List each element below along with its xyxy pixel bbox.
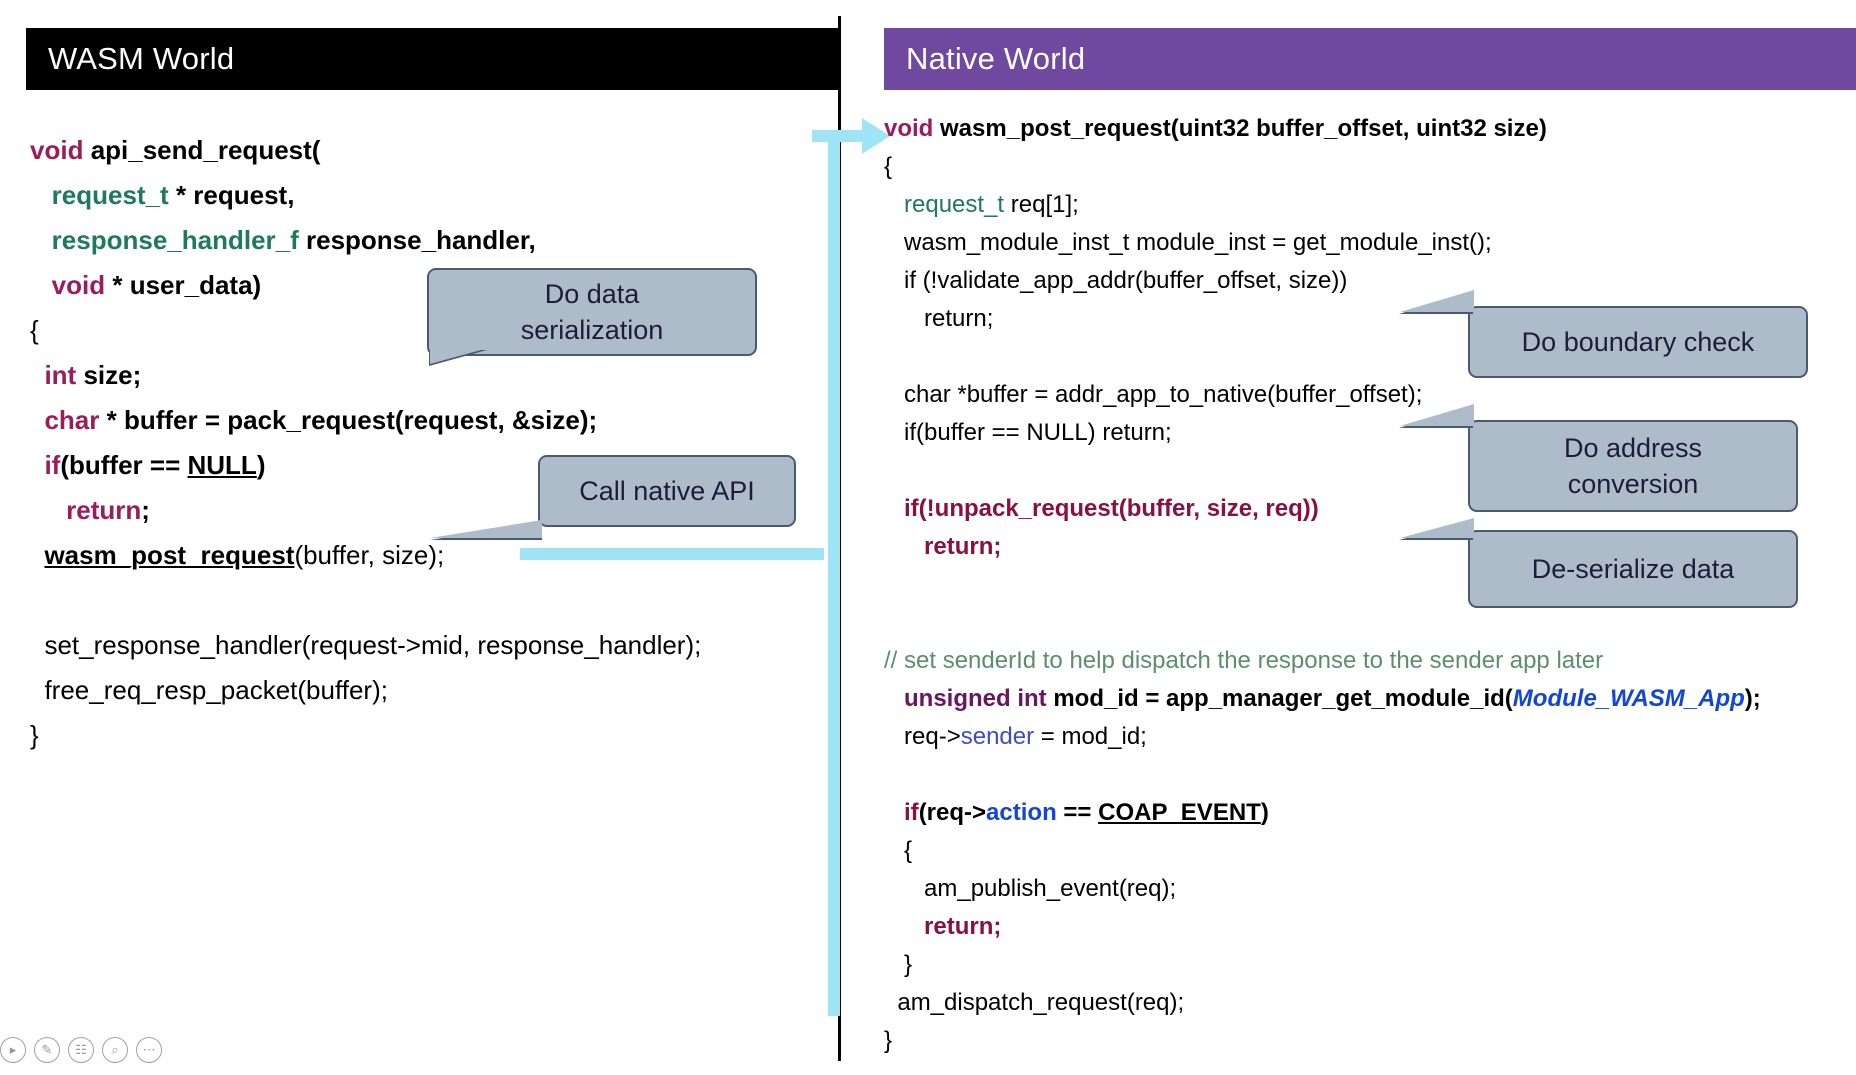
code-line [30,578,860,623]
code-line: return; [924,913,1002,940]
zoom-icon[interactable]: ⌕ [102,1037,128,1063]
code-line: if(!unpack_request(buffer, size, req)) [904,495,1319,522]
code-line: return; [924,533,1002,560]
code-line: response_handler_f response_handler, [51,225,536,255]
code-line: req->sender = mod_id; [904,723,1147,750]
code-line: return; [66,495,150,525]
callout-do-boundary-check [1468,306,1808,378]
code-line: request_t req[1]; [904,191,1079,218]
code-line: wasm_module_inst_t module_inst = get_module_inst(); [904,229,1492,256]
callout-address-line1: Do address [1563,433,1703,463]
callout-serialize-tail [430,348,488,364]
native-world-header [884,28,1856,90]
pen-icon[interactable]: ✎ [34,1037,60,1063]
code-line: // set senderId to help dispatch the response to the sender app later [884,647,1604,674]
code-line: request_t * request, [51,180,295,210]
callout-serialize-line2: serialization [520,315,664,345]
callout-call-native-api [538,455,796,527]
callout-address-conversion-tail [1400,404,1474,426]
code-line: am_dispatch_request(req); [897,989,1185,1016]
code-line: } [30,720,39,750]
callout-do-address-conversion [1468,420,1798,512]
code-line: void * user_data) [51,270,262,300]
callout-call-native-api-label: Call native API [579,476,755,506]
wasm-code-block [30,128,860,758]
callout-deserialize-label: De-serialize data [1531,554,1735,584]
code-line: if(req->action == COAP_EVENT) [904,799,1269,826]
code-line: return; [924,305,994,332]
native-world-title: Native World [906,41,1086,76]
code-line: } [884,1027,893,1054]
callout-do-data-serialization [427,268,757,356]
wasm-world-title: WASM World [48,41,235,76]
callout-serialize-line1: Do data [544,279,640,309]
floating-toolbar[interactable] [0,1037,162,1063]
callout-boundary-check-tail [1400,290,1474,312]
code-line: char *buffer = addr_app_to_native(buffer_offset); [904,381,1423,408]
code-line: set_response_handler(request->mid, response_handler); [44,630,702,660]
callout-deserialize-tail [1400,518,1474,538]
code-line: am_publish_event(req); [924,875,1177,902]
code-line [884,756,1844,794]
code-line: int size; [44,360,142,390]
code-line: if(buffer == NULL) [44,450,266,480]
code-line: if(buffer == NULL) return; [904,419,1172,446]
copy-icon[interactable]: ☷ [68,1037,94,1063]
callout-address-line2: conversion [1567,469,1699,499]
callout-call-native-api-tail [430,520,542,538]
callout-boundary-check-label: Do boundary check [1521,327,1755,357]
code-line: wasm_post_request(buffer, size); [44,540,445,570]
code-line: if (!validate_app_addr(buffer_offset, size)) [904,267,1348,294]
pointer-icon[interactable]: ▸ [0,1037,26,1063]
code-line: { [884,153,893,180]
code-line: free_req_resp_packet(buffer); [44,675,388,705]
callout-de-serialize-data [1468,530,1798,608]
code-line: void api_send_request( [30,135,321,165]
code-line: char * buffer = pack_request(request, &size); [44,405,598,435]
code-line: { [30,315,39,345]
code-line: } [904,951,913,978]
code-line: unsigned int mod_id = app_manager_get_module_id(Module_WASM_App); [904,685,1761,712]
more-icon[interactable]: ⋯ [136,1037,162,1063]
code-line: { [904,837,913,864]
code-line [884,604,1844,642]
code-line: void wasm_post_request(uint32 buffer_offset, uint32 size) [884,115,1547,142]
wasm-world-header [26,28,838,90]
